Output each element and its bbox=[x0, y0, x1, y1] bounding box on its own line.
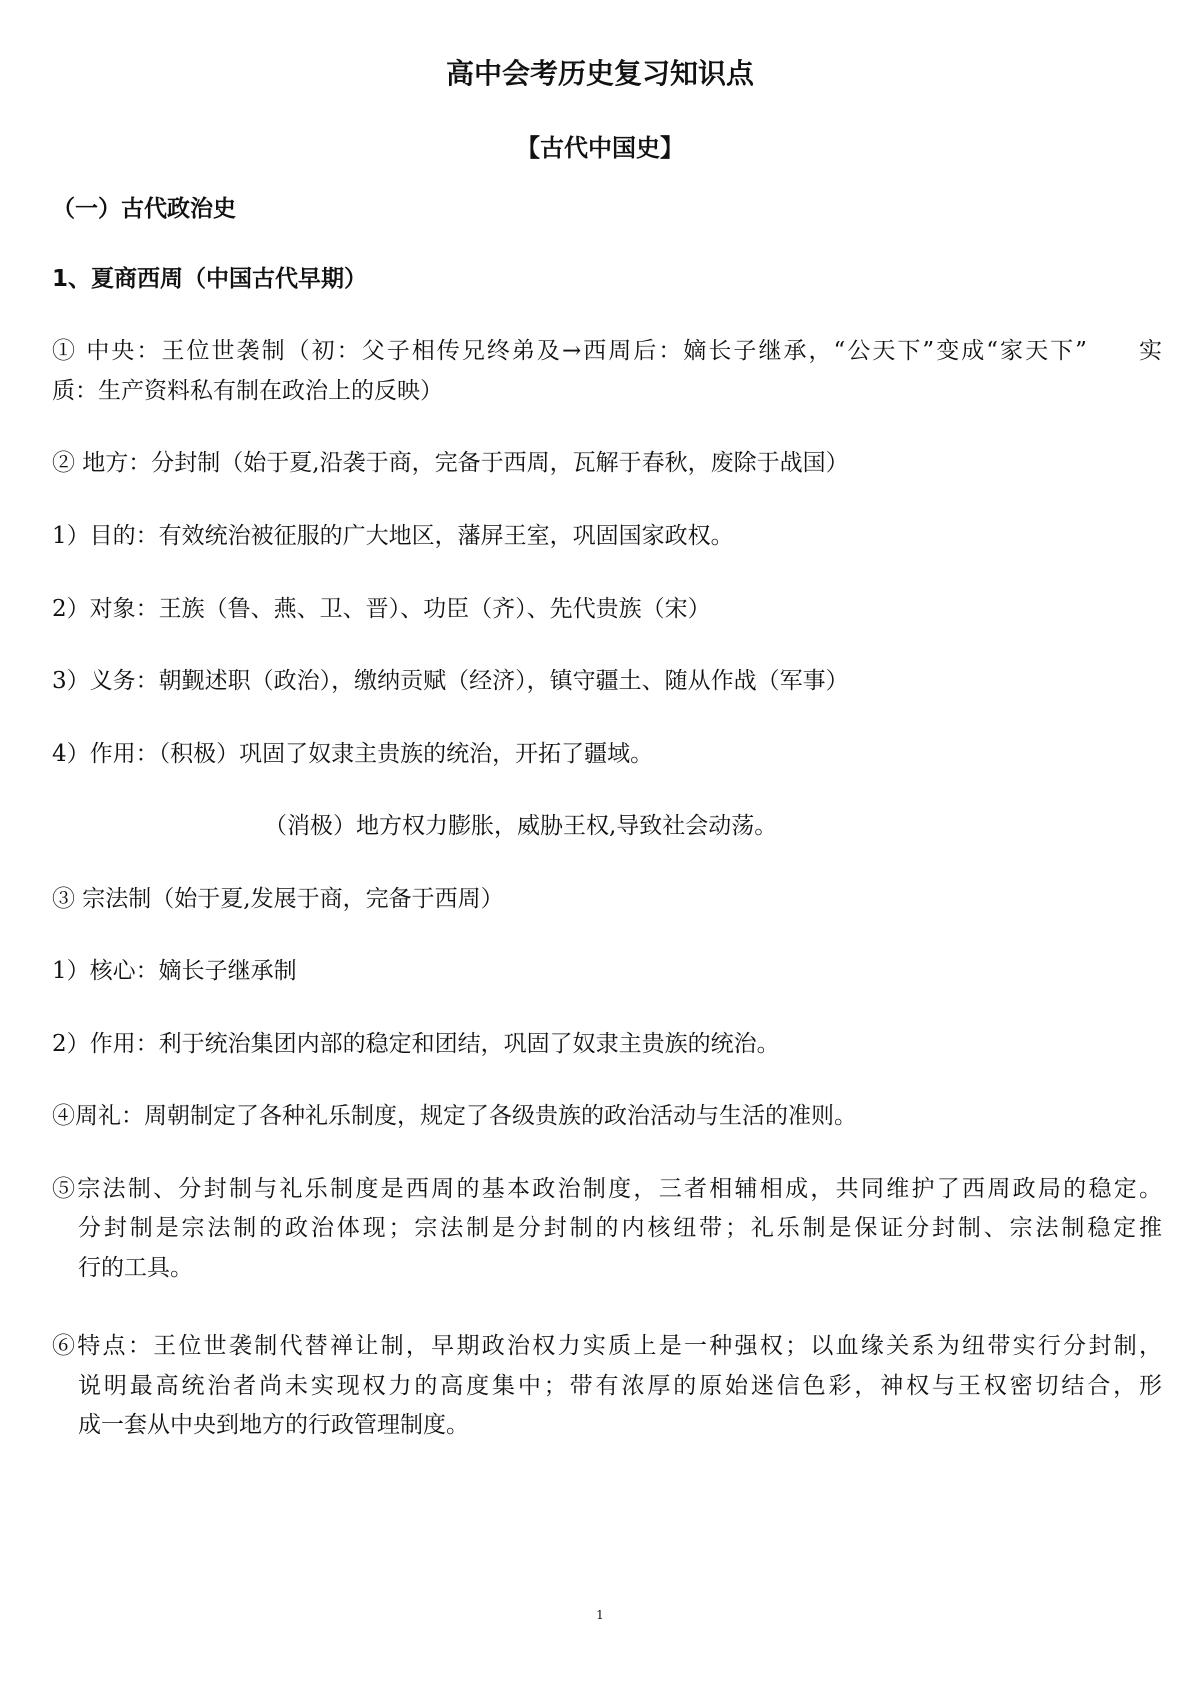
subtitle: 【古代中国史】 bbox=[516, 134, 684, 162]
combined-systems-line-1: ⑤宗法制、分封制与礼乐制度是西周的基本政治制度，三者相辅相成，共同维护了西周政局的稳定。 bbox=[52, 1176, 1162, 1202]
combined-systems-line-2: 分封制是宗法制的政治体现；宗法制是分封制的内核纽带；礼乐制是保证分封制、宗法制稳定推 bbox=[78, 1215, 1162, 1241]
clan-system-line: ③ 宗法制（始于夏,发展于商，完备于西周） bbox=[52, 886, 504, 912]
local-government-line: ② 地方：分封制（始于夏,沿袭于商，完备于西周，瓦解于春秋，废除于战国） bbox=[52, 450, 849, 476]
page-title: 高中会考历史复习知识点 bbox=[445, 57, 754, 90]
central-government-line-1: ① 中央：王位世袭制（初：父子相传兄终弟及→西周后：嫡长子继承，“公天下”变成“家天下” 实 bbox=[52, 338, 1162, 364]
section-heading: （一）古代政治史 bbox=[52, 196, 236, 222]
effect-positive-line: 4）作用：（积极）巩固了奴隶主贵族的统治，开拓了疆域。 bbox=[52, 741, 654, 767]
features-line-2: 说明最高统治者尚未实现权力的高度集中；带有浓厚的原始迷信色彩，神权与王权密切结合，形 bbox=[78, 1373, 1162, 1399]
clan-effect-line: 2）作用：利于统治集团内部的稳定和团结，巩固了奴隶主贵族的统治。 bbox=[52, 1031, 780, 1057]
zhou-rites-line: ④周礼：周朝制定了各种礼乐制度，规定了各级贵族的政治活动与生活的准则。 bbox=[52, 1103, 857, 1129]
objects-line: 2）对象：王族（鲁、燕、卫、晋）、功臣（齐）、先代贵族（宋） bbox=[52, 596, 711, 622]
effect-negative-line: （消极）地方权力膨胀，威胁王权,导致社会动荡。 bbox=[264, 813, 778, 839]
purpose-line: 1）目的：有效统治被征服的广大地区，藩屏王室，巩固国家政权。 bbox=[52, 523, 734, 549]
duties-line: 3）义务：朝觐述职（政治），缴纳贡赋（经济），镇守疆土、随从作战（军事） bbox=[52, 668, 849, 694]
core-line: 1）核心：嫡长子继承制 bbox=[52, 958, 297, 984]
features-line-3: 成一套从中央到地方的行政管理制度。 bbox=[78, 1412, 469, 1438]
features-line-1: ⑥特点：王位世袭制代替禅让制，早期政治权力实质上是一种强权；以血缘关系为纽带实行分封制， bbox=[52, 1333, 1162, 1359]
subsection-heading: 1、夏商西周（中国古代早期） bbox=[52, 266, 368, 292]
page-number: 1 bbox=[596, 1608, 604, 1622]
combined-systems-line-3: 行的工具。 bbox=[78, 1255, 193, 1281]
central-government-line-2: 质：生产资料私有制在政治上的反映） bbox=[52, 378, 443, 404]
